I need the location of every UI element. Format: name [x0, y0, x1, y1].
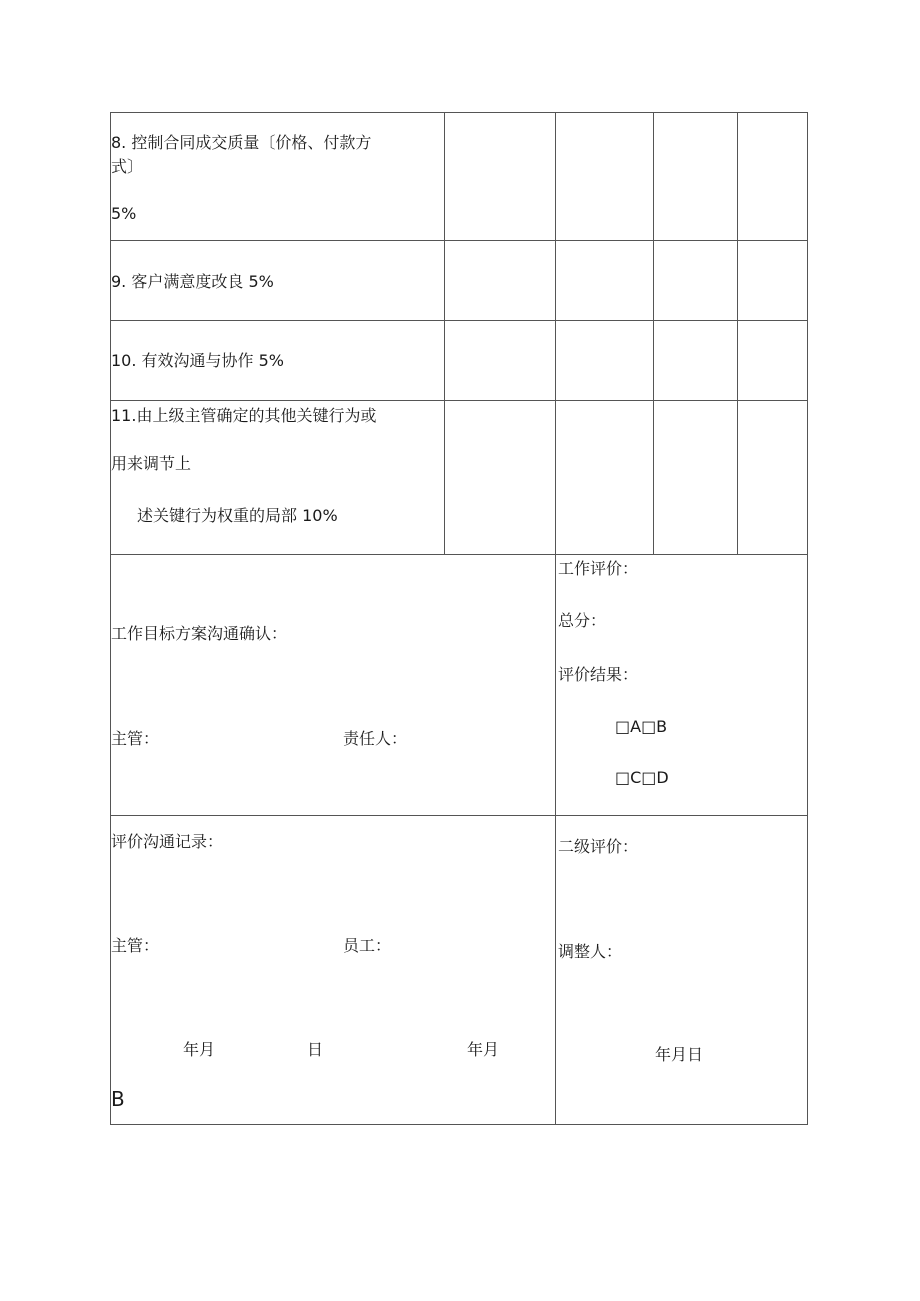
row-divider [110, 554, 808, 555]
date-year-month-day: 年月日 [655, 1045, 704, 1064]
table-border-left [110, 112, 111, 1125]
adjuster-label: 调整人： [558, 942, 623, 961]
row-divider [110, 400, 808, 401]
column-divider [653, 112, 654, 554]
row-divider [110, 240, 808, 241]
column-divider [737, 112, 738, 554]
total-score-label: 总分： [558, 611, 607, 630]
footer-mark: B [111, 1087, 125, 1111]
date-year-month: 年月 [467, 1040, 500, 1059]
second-level-evaluation-label: 二级评价： [558, 837, 639, 856]
criterion-text: 式〕 [111, 157, 144, 176]
criterion-text: 用来调节上 [111, 454, 192, 473]
supervisor-label: 主管： [111, 936, 160, 955]
row-divider [110, 815, 808, 816]
column-divider [444, 112, 445, 554]
evaluation-record-label: 评价沟通记录： [111, 832, 224, 851]
criterion-text: 11.由上级主管确定的其他关键行为或 [111, 406, 377, 425]
grade-options-ab[interactable]: □A□B [615, 717, 668, 736]
criterion-weight: 述关键行为权重的局部 10% [137, 506, 338, 525]
criterion-text: 8. 控制合同成交质量〔价格、付款方 [111, 133, 372, 152]
date-year-month: 年月 [183, 1040, 216, 1059]
work-evaluation-label: 工作评价： [558, 559, 639, 578]
criterion-weight: 5% [111, 204, 137, 223]
date-day: 日 [307, 1040, 324, 1059]
row-divider [110, 320, 808, 321]
criterion-text: 10. 有效沟通与协作 5% [111, 351, 285, 370]
evaluation-result-label: 评价结果： [558, 665, 639, 684]
grade-options-cd[interactable]: □C□D [615, 768, 669, 787]
employee-label: 员工： [343, 936, 392, 955]
plan-confirmation-label: 工作目标方案沟通确认： [111, 624, 288, 643]
criterion-text: 9. 客户满意度改良 5% [111, 272, 274, 291]
table-border-bottom [110, 1124, 808, 1125]
supervisor-label: 主管： [111, 729, 160, 748]
table-border-right [807, 112, 808, 1125]
table-border-top [110, 112, 808, 113]
responsible-person-label: 责任人： [343, 729, 408, 748]
column-divider [555, 112, 556, 1125]
